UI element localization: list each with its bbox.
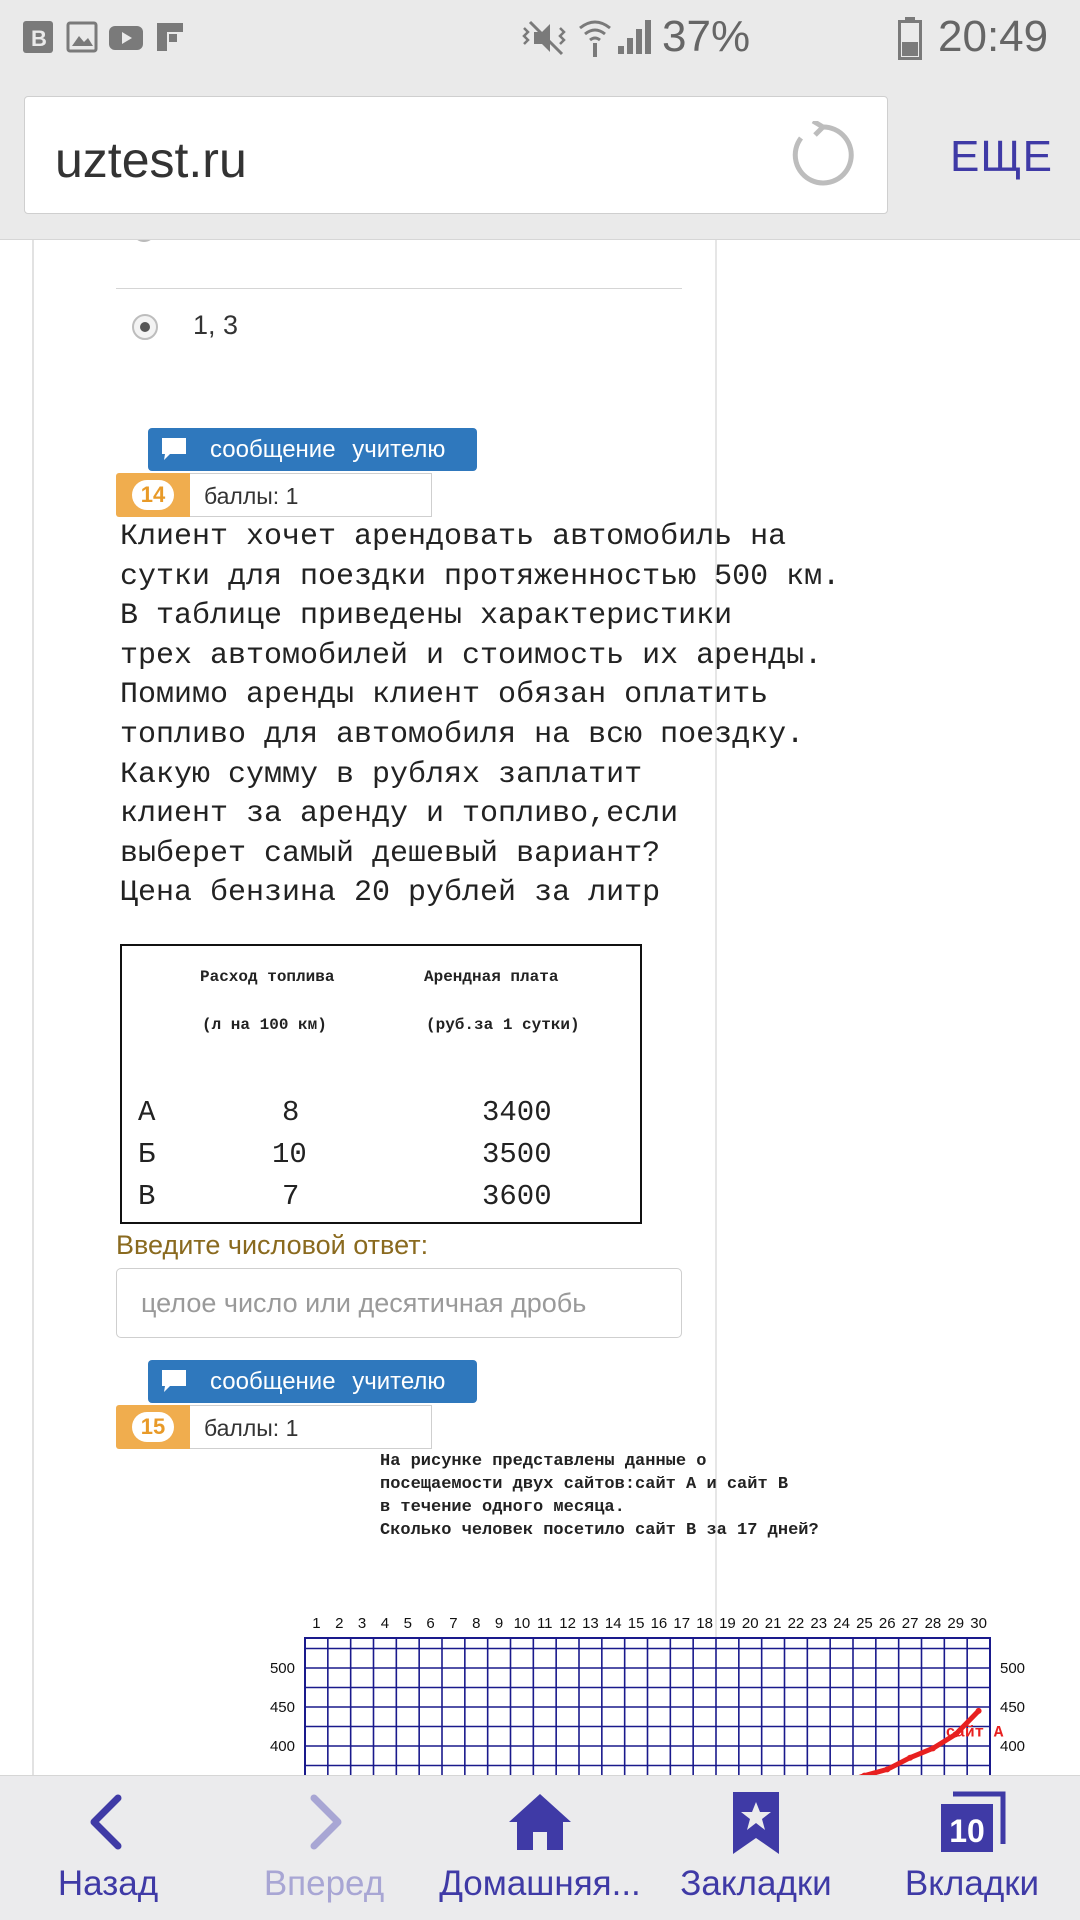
question-line: выберет самый дешевый вариант? <box>120 836 661 871</box>
table-cell: 7 <box>282 1180 300 1213</box>
nav-bookmarks-label: Закладки <box>680 1864 832 1903</box>
visits-chart <box>240 1580 1040 1775</box>
url-text: uztest.ru <box>55 132 247 188</box>
question-line: сутки для поездки протяженностью 500 км. <box>120 559 841 594</box>
question-line: На рисунке представлены данные о <box>380 1452 707 1471</box>
x-tick-label: 21 <box>764 1615 782 1632</box>
message-teacher-button[interactable] <box>148 428 477 471</box>
x-tick-label: 25 <box>856 1615 873 1632</box>
x-tick-label: 27 <box>901 1615 919 1632</box>
left-border <box>32 240 34 1775</box>
table-subheader: (л на 100 км) <box>202 1016 327 1034</box>
question-number-badge <box>116 1405 190 1449</box>
clock: 20:49 <box>938 12 1049 61</box>
series-point <box>930 1745 936 1751</box>
x-tick-label: 1 <box>312 1615 321 1632</box>
x-tick-label: 23 <box>810 1615 828 1632</box>
question-line: трех автомобилей и стоимость их аренды. <box>120 638 823 673</box>
nav-home-label: Домашняя... <box>439 1864 641 1903</box>
question-number: 15 <box>132 1412 174 1442</box>
right-border <box>715 240 717 1775</box>
nav-back[interactable] <box>0 1776 216 1920</box>
x-tick-label: 29 <box>947 1615 965 1632</box>
nav-home[interactable] <box>432 1776 648 1920</box>
battery-icon <box>898 16 922 60</box>
wifi-icon <box>578 16 612 60</box>
x-tick-label: 24 <box>833 1615 850 1632</box>
bookmark-star-icon <box>729 1790 783 1856</box>
x-tick-label: 8 <box>472 1615 481 1632</box>
x-tick-label: 30 <box>970 1615 987 1632</box>
message-teacher-button[interactable] <box>148 1360 477 1403</box>
table-header: Расход топлива <box>200 968 335 986</box>
question-line: топливо для автомобиля на всю поездку. <box>120 717 805 752</box>
option-label: 1, 3 <box>193 310 239 340</box>
x-tick-label: 19 <box>719 1615 736 1632</box>
question-number: 14 <box>132 480 174 510</box>
previous-option-radio[interactable] <box>132 240 156 242</box>
mute-vibrate-icon <box>520 18 570 58</box>
question-score: баллы: 1 <box>190 1405 432 1449</box>
y-tick-label-left: 500 <box>269 1660 295 1677</box>
question-line: посещаемости двух сайтов:сайт А и сайт В <box>380 1475 789 1494</box>
x-tick-label: 15 <box>627 1615 645 1632</box>
answer-input[interactable] <box>116 1268 682 1338</box>
y-tick-label-right: 500 <box>1000 1660 1026 1677</box>
y-tick-label-left: 450 <box>269 1699 295 1716</box>
browser-toolbar <box>0 78 1080 240</box>
page-content <box>0 240 1080 1775</box>
nav-tabs-label: Вкладки <box>904 1864 1040 1903</box>
message-teacher-label: сообщение учителю <box>210 1368 446 1395</box>
question-line: клиент за аренду и топливо,если <box>120 797 679 832</box>
x-tick-label: 4 <box>380 1615 390 1632</box>
question-line: Клиент хочет арендовать автомобиль на <box>120 520 787 554</box>
table-cell: А <box>138 1096 156 1129</box>
question-line: в течение одного месяца. <box>380 1498 625 1517</box>
x-tick-label: 6 <box>426 1615 435 1632</box>
home-icon <box>505 1790 575 1854</box>
x-tick-label: 14 <box>604 1615 622 1632</box>
table-cell: 3400 <box>482 1096 552 1129</box>
table-cell: 10 <box>272 1138 307 1171</box>
youtube-icon <box>108 20 144 54</box>
series-label: сайт А <box>945 1723 1004 1742</box>
message-teacher-label: сообщение учителю <box>210 436 446 463</box>
y-tick-label-left: 400 <box>269 1738 295 1755</box>
x-tick-label: 12 <box>559 1615 576 1632</box>
bottom-navigation <box>0 1775 1080 1920</box>
question-line: В таблице приведены характеристики <box>120 599 733 634</box>
radio-dot <box>140 322 150 332</box>
table-cell: 3500 <box>482 1138 552 1171</box>
table-cell: 3600 <box>482 1180 552 1213</box>
x-tick-label: 7 <box>449 1615 458 1632</box>
x-tick-label: 9 <box>494 1615 504 1632</box>
table-cell: Б <box>138 1138 156 1171</box>
question-score: баллы: 1 <box>190 473 432 517</box>
back-arrow-icon <box>78 1790 138 1854</box>
more-button[interactable]: ЕЩЕ <box>950 132 1053 181</box>
signal-icon <box>616 18 654 56</box>
question-number-badge <box>116 473 190 517</box>
tabs-icon <box>937 1790 1007 1856</box>
vk-app-icon <box>22 20 54 54</box>
url-bar[interactable] <box>24 96 888 214</box>
nav-forward-label: Вперед <box>263 1864 385 1903</box>
y-tick-label-right: 400 <box>1000 1738 1026 1755</box>
series-point <box>907 1755 913 1761</box>
series-point <box>884 1766 890 1772</box>
nav-tabs[interactable] <box>864 1776 1080 1920</box>
tabs-count: 10 <box>949 1813 985 1849</box>
x-tick-label: 18 <box>696 1615 713 1632</box>
gallery-icon <box>66 20 98 54</box>
x-tick-label: 16 <box>650 1615 668 1632</box>
nav-back-label: Назад <box>57 1864 159 1903</box>
question-line: Помимо аренды клиент обязан оплатить <box>120 678 769 713</box>
x-tick-label: 22 <box>787 1615 805 1632</box>
answer-label: Введите числовой ответ: <box>116 1230 429 1260</box>
x-tick-label: 28 <box>924 1615 942 1632</box>
option-radio-selected[interactable] <box>132 314 158 340</box>
x-tick-label: 10 <box>513 1615 531 1632</box>
question-text <box>120 518 980 914</box>
nav-forward[interactable] <box>216 1776 432 1920</box>
status-bar <box>0 0 1080 78</box>
series-point <box>976 1708 982 1714</box>
nav-bookmarks[interactable] <box>648 1776 864 1920</box>
x-tick-label: 3 <box>357 1615 367 1632</box>
y-tick-label-right: 450 <box>1000 1699 1026 1716</box>
question-line: Цена бензина 20 рублей за литр <box>120 876 661 911</box>
svg-text:B: B <box>31 26 47 51</box>
x-tick-label: 5 <box>403 1615 412 1632</box>
x-tick-label: 20 <box>741 1615 759 1632</box>
reload-icon[interactable] <box>789 121 857 189</box>
forward-arrow-icon <box>294 1790 354 1854</box>
x-tick-label: 26 <box>878 1615 896 1632</box>
question-line: Какую сумму в рублях заплатит <box>120 757 643 792</box>
flipboard-icon <box>155 20 185 54</box>
x-tick-label: 11 <box>536 1615 553 1632</box>
question-text <box>380 1450 819 1542</box>
table-header: Арендная плата <box>424 968 559 986</box>
table-cell: В <box>138 1180 156 1213</box>
x-tick-label: 13 <box>582 1615 599 1632</box>
question-line: Сколько человек посетило сайт В за 17 дней? <box>380 1521 819 1540</box>
chat-icon <box>160 1368 188 1394</box>
table-cell: 8 <box>282 1096 300 1129</box>
x-tick-label: 17 <box>673 1615 691 1632</box>
option-divider <box>116 288 682 289</box>
table-subheader: (руб.за 1 сутки) <box>426 1016 580 1034</box>
battery-percent: 37% <box>662 12 751 61</box>
car-rental-table <box>120 944 642 1224</box>
chat-icon <box>160 436 188 462</box>
x-tick-label: 2 <box>335 1615 344 1632</box>
